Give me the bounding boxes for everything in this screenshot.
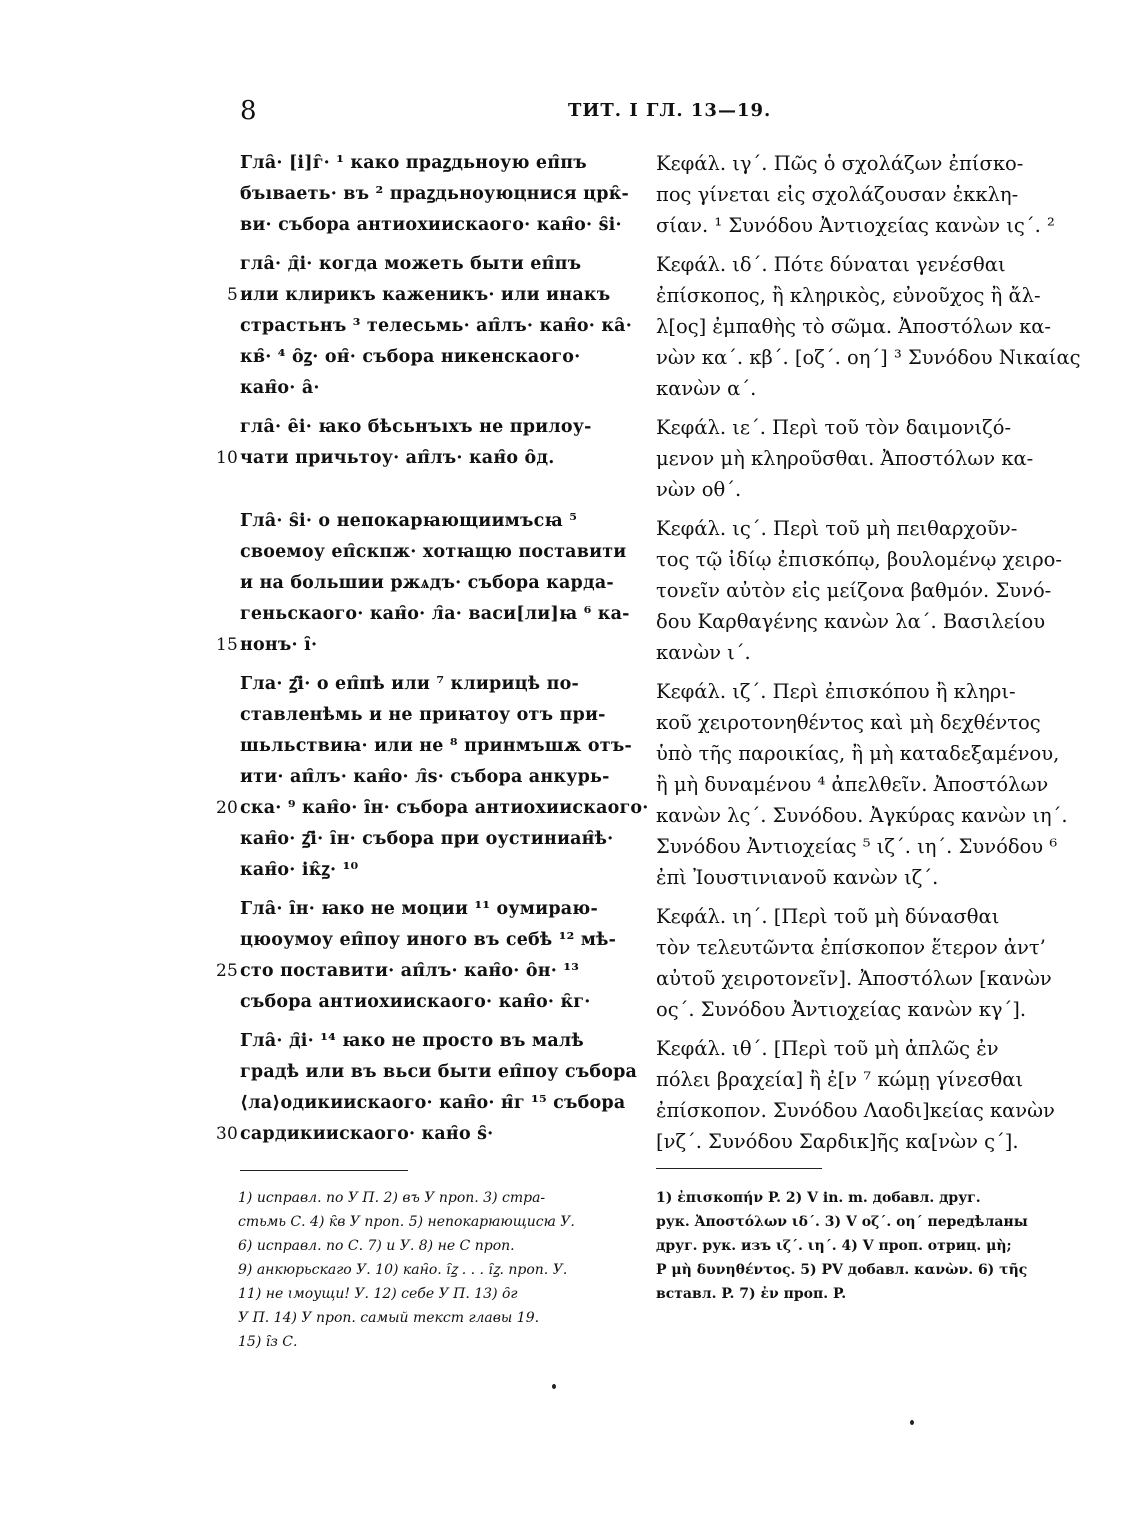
- text-line-content: ἐπίσκοπον. Συνόδου Λαοδι]κείας κανὼν: [656, 1099, 1055, 1122]
- text-line: [240, 925, 634, 956]
- text-line: [240, 311, 634, 342]
- text-line-content: τὸν τελευτῶντα ἐπίσκοπον ἕτερον ἀντ’: [656, 936, 1046, 959]
- text-line: [656, 901, 1048, 932]
- text-line: [656, 280, 1048, 311]
- greek-column: [656, 148, 1081, 1157]
- paragraph-gap: [656, 404, 1048, 412]
- text-line: [656, 707, 1048, 738]
- footnote-line: 11) не ꙇмоущи! У. 12) себе У П. 13) о̑г: [238, 1286, 518, 1302]
- text-line-content: геньскаого· кан̑о· л̑а· васи[ли]ꙗ ⁶ ка-: [240, 604, 630, 624]
- text-line: [656, 249, 1048, 280]
- text-line: [656, 373, 1048, 404]
- text-line: [240, 537, 634, 568]
- text-line: [240, 731, 634, 762]
- running-head: ТИТ. I ГЛ. 13—19.: [568, 100, 772, 121]
- paragraph-gap: [656, 241, 1048, 249]
- text-line-content: ставленѣмь и не приꙗтоу отъ при-: [240, 705, 606, 725]
- paragraph-gap: [656, 893, 1048, 901]
- text-line-content: λ[ος] ἐμπαθὴς τὸ σῶμα. Ἀποστόλων κα-: [656, 315, 1052, 338]
- text-line: [240, 412, 634, 443]
- text-line-content: Κεφάλ. ιζ΄. Περὶ ἐπισκόπου ἢ κληρι-: [656, 680, 1016, 703]
- text-line: [656, 932, 1048, 963]
- paragraph-gap: [240, 474, 634, 506]
- text-line-content: ος΄. Συνόδου Ἀντιοχείας κανὼν κγ΄].: [656, 998, 1027, 1021]
- paragraph-gap: [656, 505, 1048, 513]
- text-line: [240, 1088, 634, 1119]
- text-line-content: τονεῖν αὐτὸν εἰς μείζονα βαθμόν. Συνό-: [656, 579, 1052, 602]
- text-line-content: Κεφάλ. ιη΄. [Περὶ τοῦ μὴ δύνασθαι: [656, 905, 1000, 928]
- text-line-content: нонъ· і̑·: [240, 635, 318, 655]
- text-line: [656, 513, 1048, 544]
- text-line-content: Κεφάλ. ιγ΄. Πῶς ὁ σχολάζων ἐπίσκο-: [656, 152, 1024, 175]
- text-line-content: σίαν. ¹ Συνόδου Ἀντιοχείας κανὼν ις΄. ²: [656, 214, 1055, 237]
- text-line: [226, 280, 634, 311]
- paragraph-gap: [656, 1025, 1048, 1033]
- text-line: [656, 1033, 1048, 1064]
- text-line: [240, 824, 634, 855]
- text-line-content: Гла̑· і̑н· ꙗко не моции ¹¹ оумираю-: [240, 899, 598, 919]
- text-line: [656, 606, 1048, 637]
- text-line: [240, 855, 634, 886]
- paragraph-gap: [240, 1018, 634, 1026]
- text-line-content: гла̑· е̑і· ꙗко бѣсьнъıхъ не прилоу-: [240, 417, 592, 437]
- text-line-content: страстьнъ ³ телесьмь· ап̑лъ· кан̑о· ка̑·: [240, 316, 632, 336]
- text-line-content: κανὼν α΄.: [656, 377, 757, 400]
- footnote-rule-right: [656, 1168, 822, 1169]
- paragraph-gap: [240, 886, 634, 894]
- text-line-content: чати причьтоу· ап̑лъ· кан̑о о̑д.: [240, 448, 555, 468]
- text-line: [656, 443, 1048, 474]
- text-line: [240, 342, 634, 373]
- text-line-content: събора антиохииcкаого· кан̑о· к̑г·: [240, 992, 591, 1012]
- text-line: [656, 342, 1081, 373]
- text-line-content: ἢ μὴ δυναμένου ⁴ ἀπελθεῖν. Ἀποστόλων: [656, 773, 1049, 796]
- text-line-content: κανὼν ι΄.: [656, 641, 751, 664]
- footnote-line: У П. 14) У проп. самый текст главы 19.: [238, 1310, 540, 1326]
- text-line: [240, 373, 634, 404]
- footnote-line: стьмь С. 4) к̑в У проп. 5) непокарꙗющисꙗ У.: [238, 1214, 575, 1230]
- text-line: [240, 599, 634, 630]
- footnotes-right: [656, 1186, 1048, 1306]
- footnote-line: 6) исправл. по С. 7) и У. 8) не С проп.: [238, 1238, 515, 1254]
- text-line-content: Гла̑· [і]г̑· ¹ како праꙁдьноую еп̑пъ: [240, 153, 587, 173]
- text-line: [240, 1057, 638, 1088]
- paragraph-gap: [240, 404, 634, 412]
- text-line-content: бъıваеть· въ ² праꙁдьноуюцнися црк̑-: [240, 184, 629, 204]
- footnote-line: вставл. P. 7) ἐν проп. P.: [656, 1286, 847, 1302]
- text-line-content: и на большии ржѧдъ· събора кардa-: [240, 573, 614, 593]
- footnote-line: 15) і̑з С.: [238, 1334, 298, 1350]
- text-line-content: или клирикъ каженикъ· или инакъ: [240, 285, 611, 305]
- text-line-content: αὐτοῦ χειροτονεῖν]. Ἀποστόλων [κανὼν: [656, 967, 1052, 990]
- text-line-content: νὼν κα΄. κβ΄. [οζ΄. οη΄] ³ Συνόδου Νικαίας: [656, 346, 1081, 369]
- text-line: [240, 179, 634, 210]
- text-line: [656, 544, 1062, 575]
- text-line-content: Κεφάλ. ις΄. Περὶ τοῦ μὴ πειθαρχοῦν-: [656, 517, 1018, 540]
- text-line: [215, 1119, 634, 1150]
- text-line: [240, 249, 634, 280]
- line-number: 20: [215, 798, 238, 818]
- text-line: [656, 210, 1055, 241]
- text-line-content: ска· ⁹ кан̑о· і̑н· събора антиохииcкаого·: [240, 798, 649, 818]
- text-line-content: ἐπίσκοπος, ἢ κληρικὸς, εὐνοῦχος ἢ ἄλ-: [656, 284, 1041, 307]
- ink-speck: [910, 1420, 914, 1425]
- text-line-content: кан̑о· а̑·: [240, 378, 320, 398]
- text-line: [215, 793, 649, 824]
- text-line: [656, 738, 1060, 769]
- text-line: [215, 630, 634, 661]
- text-line-content: μενον μὴ κληροῦσθαι. Ἀποστόλων κα-: [656, 447, 1034, 470]
- text-line-content: ви· събора антиохиискаого· кан̑о· ѕ̑і·: [240, 215, 622, 235]
- text-line-content: ити· ап̑лъ· кан̑о· л̑ѕ· събора анкурь-: [240, 767, 610, 787]
- text-line-content: своемоу еп̑скпж· хотꙗщю поставити: [240, 542, 627, 562]
- text-line: [240, 148, 634, 179]
- text-line-content: τος τῷ ἰδίῳ ἐπισκόπῳ, βουλομένῳ χειρο-: [656, 548, 1062, 571]
- text-line: [656, 179, 1048, 210]
- text-line: [656, 862, 1048, 893]
- text-line-content: сардикииcкаого· кан̑о ѕ̑·: [240, 1124, 494, 1144]
- ink-speck: [552, 1384, 556, 1389]
- footnote-rule-left: [240, 1170, 408, 1171]
- text-line: [656, 637, 1048, 668]
- text-line-content: Κεφάλ. ιδ΄. Πότε δύναται γενέσθαι: [656, 253, 1006, 276]
- paragraph-gap: [240, 241, 634, 249]
- text-line-content: ὑπὸ τῆς παροικίας, ἢ μὴ καταδεξαμένου,: [656, 742, 1060, 765]
- text-line: [240, 700, 634, 731]
- line-number: 25: [215, 961, 238, 981]
- line-number: 15: [215, 635, 238, 655]
- text-line-content: сто поставити· ап̑лъ· кан̑о· о̑н· ¹³: [240, 961, 580, 981]
- text-line: [240, 762, 634, 793]
- text-line: [656, 1064, 1048, 1095]
- text-line-content: Гла̑· д̑і· ¹⁴ ꙗко не просто въ малѣ: [240, 1031, 584, 1051]
- text-line-content: Гла· ꙁ̑і· о еп̑пѣ или ⁷ клирицѣ по-: [240, 674, 579, 694]
- footnote-line: P μὴ δυνηθέντος. 5) PV добавл. κανὼν. 6) τῆς: [656, 1262, 1028, 1278]
- line-number: 5: [226, 285, 238, 305]
- text-line: [215, 956, 634, 987]
- text-line-content: Гла̑· ѕ̑і· о непокарꙗющиимъсꙗ ⁵: [240, 511, 578, 531]
- text-line-content: градѣ или въ вьси быти еп̑поу събора: [240, 1062, 638, 1082]
- text-line-content: κοῦ χειροτονηθέντος καὶ μὴ δεχθέντος: [656, 711, 1041, 734]
- slavonic-column: [215, 148, 649, 1150]
- footnote-line: друг. рук. изъ ιζ΄. ιη΄. 4) V проп. отриц. μὴ;: [656, 1238, 1012, 1254]
- text-line: [656, 800, 1068, 831]
- footnotes-left: [238, 1186, 638, 1354]
- footnote-line: 9) анкюрьскаго У. 10) кан̑о. і̑ꙁ . . . і̑ꙁ. проп. У.: [238, 1262, 568, 1278]
- text-line: [240, 568, 634, 599]
- text-line: [656, 1095, 1055, 1126]
- line-number: 10: [215, 448, 238, 468]
- text-line-content: кв̑· ⁴ о̑ꙁ· он̑· събора никенскаого·: [240, 347, 581, 367]
- text-line: [656, 963, 1052, 994]
- text-line: [240, 1026, 634, 1057]
- text-line-content: Κεφάλ. ιε΄. Περὶ τοῦ τὸν δαιμονιζό-: [656, 416, 1012, 439]
- text-line: [656, 412, 1048, 443]
- paragraph-gap: [240, 661, 634, 669]
- text-line: [656, 1126, 1048, 1157]
- text-line: [656, 474, 1048, 505]
- text-line-content: δου Καρθαγένης κανὼν λα΄. Βασιλείου: [656, 610, 1046, 633]
- text-line: [656, 831, 1058, 862]
- text-line: [656, 148, 1048, 179]
- text-line: [656, 676, 1048, 707]
- text-line: [240, 210, 634, 241]
- text-line-content: цюоумоу еп̑поу иного въ себѣ ¹² мѣ-: [240, 930, 617, 950]
- text-line-content: кан̑о· ꙁ̑і· і̑н· събора при оустиниан̑ѣ·: [240, 829, 614, 849]
- text-line-content: гла̑· д̑і· когда можеть быти еп̑пъ: [240, 254, 582, 274]
- text-line-content: ἐπὶ Ἰουστινιανοῦ κανὼν ιζ΄.: [656, 866, 939, 889]
- text-line-content: ⟨ла⟩одикиискаого· кан̑о· н̑г ¹⁵ събора: [240, 1093, 626, 1113]
- text-line-content: Συνόδου Ἀντιοχείας ⁵ ιζ΄. ιη΄. Συνόδου ⁶: [656, 835, 1058, 858]
- text-line: [240, 669, 634, 700]
- page-number: 8: [240, 96, 257, 126]
- text-line-content: шьльствиꙗ· или не ⁸ принмъшѫ отъ-: [240, 736, 632, 756]
- text-line: [240, 987, 634, 1018]
- line-number: 30: [215, 1124, 238, 1144]
- footnote-line: 1) ἐπισκοπήν P. 2) V in. m. добавл. друг.: [656, 1190, 981, 1206]
- text-line-content: πος γίνεται εἰς σχολάζουσαν ἐκκλη-: [656, 183, 1019, 206]
- text-line: [215, 443, 634, 474]
- text-line: [240, 506, 634, 537]
- text-line-content: πόλει βραχεία] ἢ ἐ[ν ⁷ κώμῃ γίνεσθαι: [656, 1068, 1024, 1091]
- paragraph-gap: [656, 668, 1048, 676]
- text-line-content: Κεφάλ. ιθ΄. [Περὶ τοῦ μὴ ἁπλῶς ἐν: [656, 1037, 999, 1060]
- text-line-content: [νζ΄. Συνόδου Σαρδικ]ῆς κα[νὼν ς΄].: [656, 1130, 1019, 1153]
- text-line-content: кан̑о· ік̑ꙁ· ¹⁰: [240, 860, 359, 880]
- text-line: [240, 894, 634, 925]
- text-line: [656, 994, 1048, 1025]
- text-line: [656, 311, 1052, 342]
- footnote-line: 1) исправл. по У П. 2) въ У проп. 3) стра-: [238, 1190, 546, 1206]
- text-line-content: κανὼν λς΄. Συνόδου. Ἀγκύρας κανὼν ιη΄.: [656, 804, 1068, 827]
- text-line: [656, 575, 1052, 606]
- text-line: [656, 769, 1048, 800]
- text-line-content: νὼν οθ΄.: [656, 478, 742, 501]
- footnote-line: рук. Ἀποστόλων ιδ΄. 3) V οζ΄. οη΄ передѣланы: [656, 1214, 1028, 1230]
